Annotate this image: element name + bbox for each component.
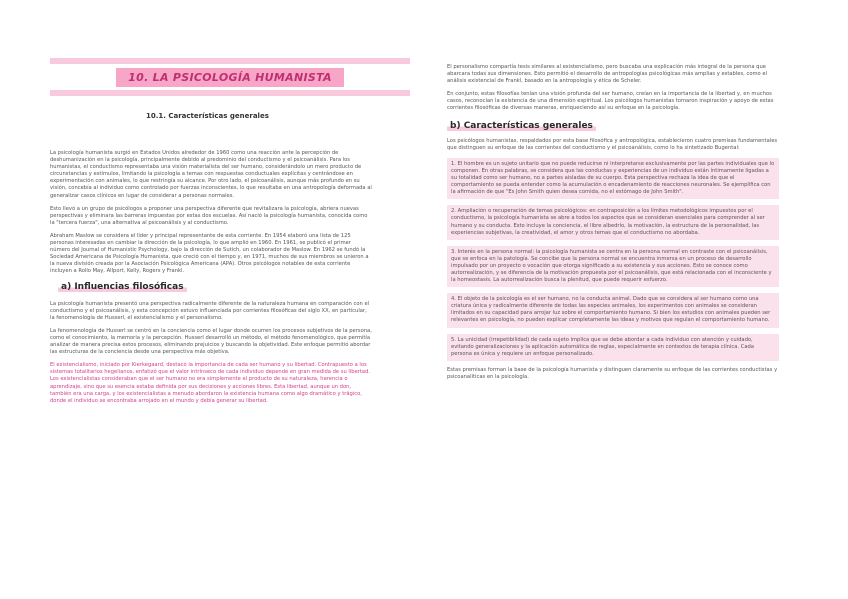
paragraph: Abraham Maslow se considera el líder y principal representante de esta corriente. En 1954 elaboró una lista de 125 personas interesadas en cambiar la dirección de la psicología, lo que amplió en 1960. En 1961, se publicó el primer número del Journal of Humanistic Psychology, bajo la dirección de Sutich, un colaborador de Maslow. En 1962 se fundó la Sociedad Americana de Psicología Humanista, que creció con el tiempo y, en 1971, muchos de sus miembros se unieron a la nueva división creada por la Asociación Psicológica Americana (APA). Otros psicólogos notables de esta corriente incluyen a Rollo May, Allport, Kelly, Rogers y Frankl. (50, 232, 369, 275)
paragraph: La psicología humanista surgió en Estados Unidos alrededor de 1960 como una reacción ante la percepción de deshumanización en la psicología, principalmente debido al predominio del conductismo y el psicoanálisis. Para los humanistas, el conductismo representaba una visión materialista del ser humano, considerándolo un mero producto de circunstancias y estímulos, limitando la psicología a temas con respuestas conductuales explícitas y centrándose en experimentación con animales, lo que restringía su alcance. Por otro lado, el psicoanálisis, aunque más profundo en su visión, concebía al individuo como controlado por fuerzas inconscientes, lo que resultaba en una antropología deformada al generalizar casos clínicos en lugar de considerar a personas normales. (50, 150, 372, 199)
premise-item-1: 1. El hombre es un sujeto unitario que no puede reducirse ni interpretarse exclusivamente por las partes individuales que lo componen. En otras palabras, se considera que las conductas y experiencias de un individuo están íntimamente ligadas a su totalidad como ser humano, no a partes aisladas de su cuerpo. Esta perspectiva rechaza la idea de que el comportamiento se pueda entender como la acumulación o encadenamiento de reacciones neuronales. Se ejemplifica con la afirmación de que "Es John Smith quien desea comida, no el estómago de John Smith". (447, 158, 779, 199)
header-band-top (50, 58, 410, 64)
page-title: 10. LA PSICOLOGÍA HUMANISTA (116, 68, 344, 87)
section-heading-text: b) Características generales (447, 121, 596, 131)
paragraph: Estas premisas forman la base de la psicología humanista y distinguen claramente su enfoque de las corrientes conductistas y psicoanalíticas en la psicología. (447, 366, 778, 380)
premise-item-3: 3. Interés en la persona normal: la psicología humanista se centra en la persona normal en contraste con el psicoanálisis, que se enfoca en la patología. Se concibe que la persona normal se encuentra inmersa en un proceso de desarrollo impulsado por un proyecto o vocación que otorga significado a su existencia y sus acciones. Esto se conoce como autorrealización, y se diferencia de la motivación propuesta por el psicoanálisis, que está relacionada con el inconsciente y la homeostasis. La autorrealización busca la plenitud, que puede requerir esfuerzo. (447, 246, 779, 287)
section-heading (58, 281, 187, 292)
title-band (50, 66, 410, 88)
premise-item-5: 5. La unicidad (irrepetibilidad) de cada sujeto implica que se debe abordar a cada individuo con atención y cuidado, evitando generalizaciones y la aplicación automática de reglas, especialmente en contextos de terapia clínica. Cada persona es única y requiere un enfoque personalizado. (447, 334, 779, 361)
section-subtitle: 10.1. Características generales (146, 112, 269, 120)
section-heading (447, 120, 596, 131)
paragraph: La fenomenología de Husserl se centró en la conciencia como el lugar donde ocurren los procesos subjetivos de la persona, como el conocimiento, la memoria y la percepción. Husserl desarrolló un método, el método fenomenológico, que permitía analizar de manera precisa estos procesos, eliminando prejuicios y buscando la objetividad. Este enfoque permitió abordar las estructuras de la conciencia desde una perspectiva más objetiva. (50, 327, 372, 356)
premise-item-4: 4. El objeto de la psicología es el ser humano, no la conducta animal. Dado que se considera al ser humano como una criatura única y radicalmente diferente de todas las especies animales, los experimentos con animales se consideran limitados en su capacidad para arrojar luz sobre el comportamiento humano. Si bien los estudios con animales pueden ser relevantes en psicología, no pueden explicar completamente las ideas y motivos que regulan el comportamiento humano. (447, 293, 779, 327)
paragraph: La psicología humanista presentó una perspectiva radicalmente diferente de la naturaleza humana en comparación con el conductismo y el psicoanálisis, y esta concepción estuvo influenciada por corrientes filosóficas del siglo XX, en particular, la fenomenología de Husserl, el existencialismo y el personalismo. (50, 300, 370, 321)
premise-item-2: 2. Ampliación o recuperación de temas psicológicos: en contraposición a los límites metodológicos impuestos por el conductismo, la psicología humanista se abre a todos los aspectos que se consideran esenciales para comprender al ser humano y su conducta. Esto incluye la conciencia, el libre albedrío, la motivación, la estructura de la personalidad, las experiencias subjetivas, la creatividad, el amor y otros temas que el conductismo no abordaba. (447, 205, 779, 239)
paragraph: Los psicólogos humanistas, respaldados por esta base filosófica y antropológica, establecieron cuatro premisas fundamentales que distinguen su enfoque de las corrientes del conductismo y el psicoanálisis, como lo ha sintetizado Bugental: (447, 137, 778, 151)
section-heading-text: a) Influencias filosóficas (58, 282, 187, 292)
paragraph: En conjunto, estas filosofías tenían una visión profunda del ser humano, creían en la importancia de la libertad y, en muchos casos, reconocían la existencia de una dimensión espiritual. Los psicólogos humanistas tomaron inspiración y apoyo de estas corrientes filosóficas de diversas maneras, enriqueciendo así su enfoque en la psicología. (447, 91, 774, 112)
header-band-bottom (50, 90, 410, 96)
left-column (50, 150, 372, 411)
paragraph: Esto llevó a un grupo de psicólogos a proponer una perspectiva diferente que revitalizara la psicología, abriera nuevas perspectivas y eliminara las barreras impuestas por estas dos escuelas. Así nació la psicología humanista, conocida como la "tercera fuerza", una alternativa al psicoanálisis y al conductismo. (50, 205, 368, 226)
paragraph: El personalismo compartía tesis similares al existencialismo, pero buscaba una explicación más integral de la persona que abarcara todas sus dimensiones. Esto permitió el desarrollo de antropologías psicológicas más amplias y estables, como el análisis existencial de Frankl, basado en la antropología y ética de Scheler. (447, 64, 768, 85)
highlighted-paragraph: El existencialismo, iniciado por Kierkegaard, destacó la importancia de cada ser humano y su libertad. Contrapuesto a los sistemas totalitarios hegelianos, enfatizó que el valor intrínseco de cada individuo depende en gran medida de su libertad. Los existencialistas consideraban que el ser humano no era simplemente el producto de su naturaleza, herencia o aprendizaje, sino que su esencia estaba definida por sus decisiones y acciones libres. Esta libertad, aunque un don, también era una carga, y los existencialistas a menudo abordaron la existencia humana como algo dramático y trágico, donde el individuo se encontraba arrojado en el mundo y debía generar su libertad. (50, 362, 371, 404)
right-column (447, 64, 779, 387)
